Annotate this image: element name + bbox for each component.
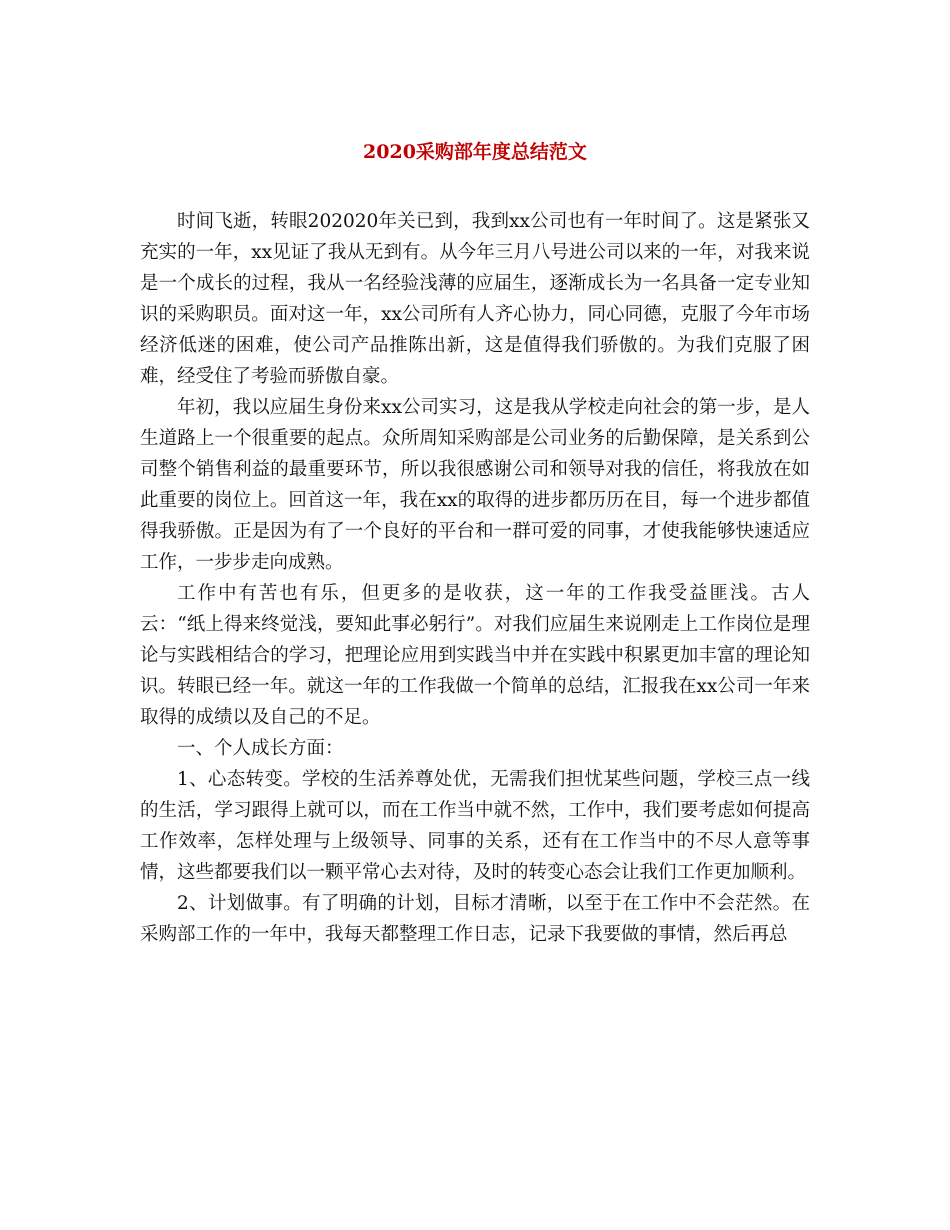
document-body: [140, 206, 810, 950]
paragraph-2: 年初，我以应届生身份来xx公司实习，这是我从学校走向社会的第一步，是人生道路上一个很重要的起点。众所周知采购部是公司业务的后勤保障，是关系到公司整个销售利益的最重要环节，所以我很感谢公司和领导对我的信任，将我放在如此重要的岗位上。回首这一年，我在xx的取得的进步都历历在目，每一个进步都值得我骄傲。正是因为有了一个良好的平台和一群可爱的同事，才使我能够快速适应工作，一步步走向成熟。: [140, 397, 810, 573]
section-heading-personal-growth: 一、个人成长方面：: [177, 738, 344, 759]
document-title: 2020采购部年度总结范文: [363, 141, 587, 163]
paragraph-5: 2、计划做事。有了明确的计划，目标才清晰，以至于在工作中不会茫然。在采购部工作的一年中，我每天都整理工作日志，记录下我要做的事情，然后再总: [140, 893, 810, 945]
paragraph-3: 工作中有苦也有乐，但更多的是收获，这一年的工作我受益匪浅。古人云：“纸上得来终觉浅，要知此事必躬行”。对我们应届生来说刚走上工作岗位是理论与实践相结合的学习，把理论应用到实践当中并在实践中积累更加丰富的理论知识。转眼已经一年。就这一年的工作我做一个简单的总结，汇报我在xx公司一年来取得的成绩以及自己的不足。: [140, 583, 810, 728]
paragraph-1: 时间飞逝，转眼202020年关已到，我到xx公司也有一年时间了。这是紧张又充实的一年，xx见证了我从无到有。从今年三月八号进公司以来的一年，对我来说是一个成长的过程，我从一名经验浅薄的应届生，逐渐成长为一名具备一定专业知识的采购职员。面对这一年，xx公司所有人齐心协力，同心同德，克服了今年市场经济低迷的困难，使公司产品推陈出新，这是值得我们骄傲的。为我们克服了困难，经受住了考验而骄傲自豪。: [140, 211, 810, 387]
paragraph-4: 1、心态转变。学校的生活养尊处优，无需我们担忧某些问题，学校三点一线的生活，学习跟得上就可以，而在工作当中就不然，工作中，我们要考虑如何提高工作效率，怎样处理与上级领导、同事的关系，还有在工作当中的不尽人意等事情，这些都要我们以一颗平常心去对待，及时的转变心态会让我们工作更加顺利。: [140, 769, 810, 883]
